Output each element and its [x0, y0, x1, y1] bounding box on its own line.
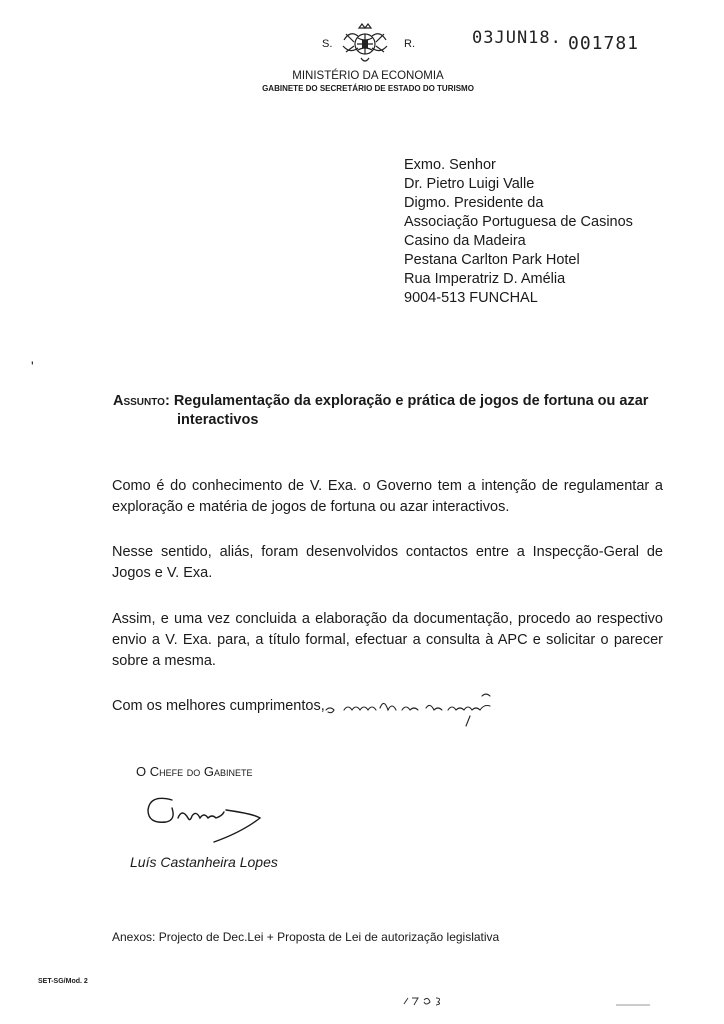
signatory-name: Luís Castanheira Lopes	[130, 854, 278, 870]
body-paragraph-1: Como é do conhecimento de V. Exa. o Governo tem a intenção de regulamentar a exploração e matéria de jogos de fortuna ou azar interactivos.	[112, 478, 663, 515]
subject-text-line1: Regulamentação da exploração e prática de jogos de fortuna ou azar	[173, 393, 649, 409]
form-code: SET-SG/Mod. 2	[38, 978, 88, 985]
address-line: Casino da Madeira	[404, 233, 526, 249]
office-name: GABINETE DO SECRETÁRIO DE ESTADO DO TURISMO	[262, 84, 474, 93]
address-line: Dr. Pietro Luigi Valle	[404, 176, 535, 192]
edge-smudge	[614, 1000, 654, 1008]
address-line: Pestana Carlton Park Hotel	[404, 252, 580, 268]
coat-of-arms-icon	[340, 20, 390, 66]
margin-mark: '	[31, 358, 34, 374]
address-line: Exmo. Senhor	[404, 157, 496, 173]
signatory-title: O Chefe do Gabinete	[136, 764, 253, 779]
address-line: Associação Portuguesa de Casinos	[404, 214, 633, 230]
address-line: Digmo. Presidente da	[404, 195, 544, 211]
ministry-name: MINISTÉRIO DA ECONOMIA	[292, 70, 444, 82]
address-line: 9004-513 FUNCHAL	[404, 290, 538, 306]
subject-text-line2: interactivos	[177, 412, 259, 428]
registry-number-stamp: 001781	[568, 33, 640, 54]
body-paragraph-2: Nesse sentido, aliás, foram desenvolvidos contactos entre a Inspecção-Geral de Jogos e V. Exa.	[112, 544, 663, 581]
header-s-label: S.	[322, 38, 333, 50]
annexes-note: Anexos: Projecto de Dec.Lei + Proposta de Lei de autorização legislativa	[112, 930, 500, 944]
body-paragraph-3: Assim, e uma vez concluida a elaboração da documentação, procedo ao respectivo envio a V. Exa. para, a título formal, efectuar a consulta à APC e solicitar o parecer sobre a mesma.	[112, 611, 663, 669]
header-r-label: R.	[404, 38, 415, 50]
received-date-stamp: 03JUN18.	[472, 28, 562, 48]
subject-line	[113, 392, 648, 430]
subject-label: Assunto:	[113, 393, 170, 409]
address-line: Rua Imperatriz D. Amélia	[404, 271, 566, 287]
closing-salutation: Com os melhores cumprimentos,	[112, 698, 325, 714]
handwritten-addition	[322, 688, 502, 732]
page-number-scribble	[398, 994, 468, 1008]
signature	[142, 788, 272, 848]
recipient-address	[404, 156, 633, 308]
